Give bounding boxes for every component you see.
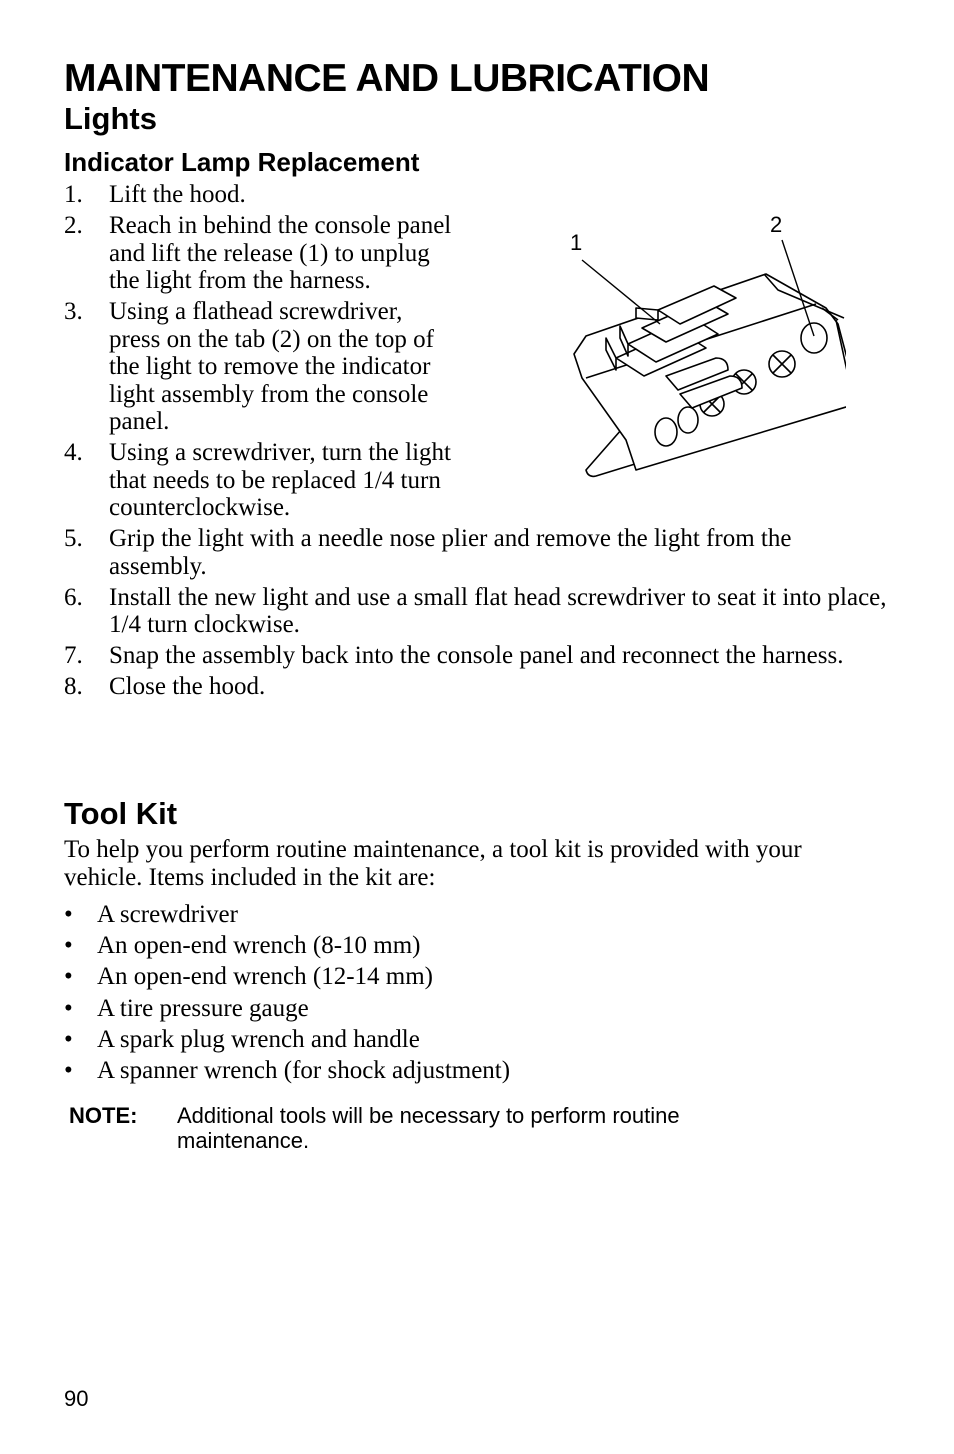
indicator-light-assembly-figure [546, 208, 846, 488]
note-label: NOTE: [69, 1103, 138, 1128]
step-text: Reach in behind the console panel and lift the release (1) to unplug the light from the harness. [109, 212, 452, 294]
manual-page [64, 0, 894, 1454]
page-number: 90 [64, 1386, 89, 1411]
bullet-marker: • [64, 1056, 73, 1084]
step-text: Close the hood. [109, 673, 266, 700]
section-heading-lights: Lights [64, 101, 157, 136]
bullet-marker: • [64, 932, 73, 960]
tool-item-text: A screwdriver [97, 901, 238, 928]
step-text: Grip the light with a needle nose plier and remove the light from the assembly. [109, 525, 792, 580]
step-number: 6. [64, 583, 83, 611]
step-item [64, 584, 894, 639]
bullet-marker: • [64, 901, 73, 928]
note-text: Additional tools will be necessary to perform routine maintenance. [177, 1103, 680, 1153]
bullet-marker: • [64, 1025, 73, 1053]
step-number: 1. [64, 181, 83, 208]
step-number: 8. [64, 673, 83, 700]
step-item [64, 642, 894, 670]
light-assembly-illustration [546, 208, 846, 488]
section-heading-tool-kit: Tool Kit [64, 796, 178, 831]
bullet-marker: • [64, 963, 73, 991]
step-number: 2. [64, 212, 83, 239]
step-item [64, 181, 894, 209]
figure-callout-2: 2 [770, 212, 783, 237]
step-text: Snap the assembly back into the console panel and reconnect the harness. [109, 642, 844, 669]
step-text: Lift the hood. [109, 181, 246, 208]
list-item [64, 932, 510, 963]
list-item [64, 1057, 510, 1088]
step-item [64, 525, 894, 580]
bullet-marker: • [64, 994, 73, 1022]
tool-item-text: A spanner wrench (for shock adjustment) [97, 1056, 511, 1084]
step-number: 3. [64, 298, 83, 325]
tool-item-text: A spark plug wrench and handle [97, 1025, 420, 1053]
step-text: Install the new light and use a small flat head screwdriver to seat it into place, 1/4 turn clockwise. [109, 583, 887, 638]
step-text: Using a flathead screwdriver, press on the tab (2) on the top of the light to remove the indicator light assembly from the console panel. [109, 298, 434, 435]
step-text: Using a screwdriver, turn the light that needs to be replaced 1/4 turn counterclockwise. [109, 439, 451, 521]
tool-item-text: An open-end wrench (8-10 mm) [97, 932, 421, 960]
list-item [64, 995, 510, 1026]
figure-callout-1: 1 [570, 230, 583, 255]
step-item [64, 673, 894, 701]
list-item [64, 963, 510, 994]
tool-item-text: An open-end wrench (12-14 mm) [97, 963, 434, 991]
list-item [64, 901, 510, 932]
tool-kit-items-list [64, 901, 510, 1088]
tool-item-text: A tire pressure gauge [97, 994, 309, 1022]
list-item [64, 1026, 510, 1057]
step-number: 7. [64, 642, 83, 669]
subsection-heading-indicator-lamp: Indicator Lamp Replacement [64, 147, 420, 177]
step-number: 5. [64, 525, 83, 552]
page-title: MAINTENANCE AND LUBRICATION [64, 57, 710, 100]
step-number: 4. [64, 439, 83, 466]
tool-kit-intro: To help you perform routine maintenance, a tool kit is provided with your vehicle. Items included in the kit are: [64, 836, 802, 891]
